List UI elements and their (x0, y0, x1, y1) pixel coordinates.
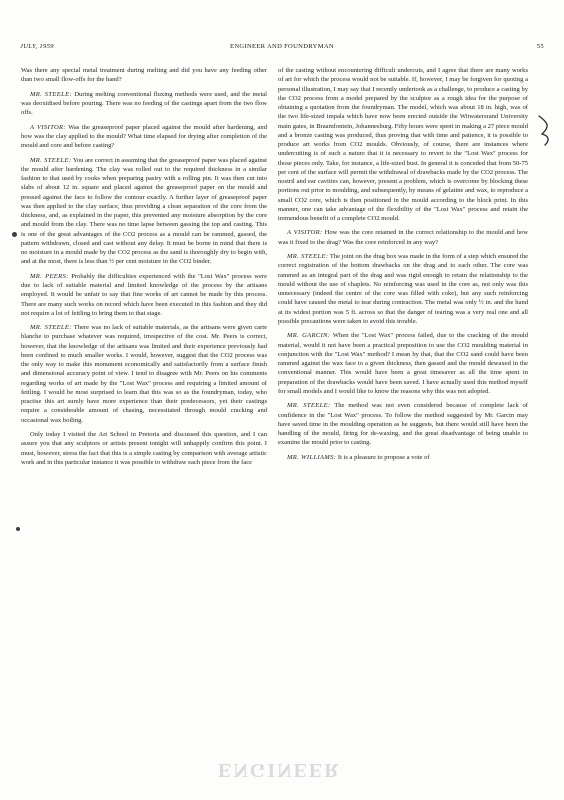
paragraph-text: Probably the difficulties experienced with the "Lost Wax" process were due to lack of suitable material and limited knowledge of the process by the artisans employed. It would be unfair to say that fine works of art cannot be made by this process. There are many such works on record which have been executed in this fashion and they did not require a lot of fettling to bring them to that stage. (21, 272, 267, 317)
speaker-name: MR. STEELE: (287, 402, 331, 410)
paragraph (278, 252, 528, 326)
paragraph (278, 228, 528, 247)
paragraph (21, 156, 267, 267)
paragraph-text: When the "Lost Wax" process failed, due to the cracking of the mould material, would it not have been a practical preposition to use the CO2 moulding material in conjunction with the "Lost Wax" method? I mean by that, that the CO2 sand could have been rammed against the wax face to a given thickness, then gassed and the mould dewaxed in the conventional manner. This would have been a great timesaver as all the time spent in preparation of the drawbacks would have been saved. I have actually used this method myself for small models and I would like to know the reasons why this was not adopted. (278, 332, 528, 395)
paragraph-text: Only today I visited the Art School in Pretoria and discussed this question, and I can assure you that any sculptors or artists present tonight will unhappily confirm this point. I must, however, stress the fact that this is a simple casting by comparison with average artistic work and in this particular instance it was possible to withdraw each piece from the face (21, 431, 267, 466)
paragraph-text: You are correct in assuming that the greaseproof paper was placed against the mould after hardening. The clay was rolled out to the required thickness in a similar fashion to that used by cooks when preparing pastry with a rolling pin. It was then cut into slabs of about 12 in. square and placed against the greaseproof paper on the mould and pressed against the face to follow the contour exactly. A further layer of greaseproof paper was then applied to the clay surface, thus providing a clean separation of the core from the thickness, and, as explained in the paper, this prevented any moisture absorption by the core and mould from the clay. There was no time lapse between gassing the top and casting. This is one of the great advantages of the CO2 process as a mould can be rammed, gassed, the pattern withdrawn, closed and cast without any delay. It must be borne in mind that there is no moisture in a mould made by the CO2 process as the sand is thoroughly dry to begin with, and at the most, there is less than ½ per cent moisture in the CO2 binder. (21, 156, 267, 266)
paragraph-text: Was the greaseproof paper placed against the mould after hardening, and how was the clay applied to the mould? What time elapsed for drying after completion of the mould and core and before casting? (21, 123, 267, 150)
right-column (278, 66, 528, 467)
paragraph-text: How was the core retained in the correct relationship to the mould and how was it fixed to the drag? Was the core reinforced in any way? (278, 229, 528, 246)
paragraph-text: The method was not even considered because of complete lack of confidence in the "Lost Wax" process. To follow the method suggested by Mr. Garcin may have saved time in the moulding operation as he suggests, but there would still have been the handling of the mould, firing for de-waxing, and the great disadvantage of being unable to examine the mould prior to casting. (278, 402, 528, 447)
paragraph (21, 323, 267, 425)
paragraph (21, 123, 267, 151)
paragraph-text: The joint on the drag box was made in the form of a step which ensured the correct registration of the bottom drawbacks on the drag and to each other. The core was rammed as an integral part of the drag and was rigid enough to retain the relationship to the mould without the use of chaplets. No reinforcing was used in the core as, not only was this unnecessary (indeed the centre of the core was filled with coke), but any such reinforcing could have caused the metal to tear during contraction. The metal was only ½ in. and the hand at its widest portion was 5 ft. across so that the danger of tearing was a very real one and all possible precautions were taken to avoid this trouble. (278, 253, 529, 325)
paragraph (21, 430, 267, 467)
speaker-name: MR. STEELE: (30, 324, 72, 332)
paragraph (278, 453, 528, 462)
speaker-name: MR. GARCIN: (287, 332, 331, 340)
paragraph (278, 401, 528, 447)
speaker-name: MR. STEELE: (287, 253, 329, 261)
paragraph-text: There was no lack of suitable materials, as the artisans were given carte blanche to purchase whatever was required, irrespective of the cost. Mr. Peers is correct, however, that the knowledge of the artisans was limited and their experience previously had been confined to much smaller works. I would, however, suggest that the CO2 process was the only way to make this monument economically and satisfactorily from a surface finish and dimensional accuracy point of view. I tend to disagree with Mr. Peers on his comments regarding works of art made by the "Lost Wax" process and requiring a limited amount of fettling. I would be most surprised to learn that this was so as the foundryman, today, who practise this art surely have more experience than their predecessors, yet their castings require a considerable amount of chasing, necessitated through mould cracking and occasional wax boiling. (21, 324, 267, 424)
speaker-name: A VISITOR: (287, 229, 323, 237)
paragraph (278, 331, 528, 396)
paragraph-text: During melting conventional fluxing methods were used, and the metal was deoxidised before pouring. There was no feeding of the castings apart from the two flow offs. (21, 90, 268, 117)
speaker-name: MR. STEELE: (30, 156, 72, 164)
speaker-name: A VISITOR: (30, 123, 66, 131)
issue-date: JULY, 1959 (20, 43, 54, 50)
pen-mark-icon (535, 112, 555, 148)
journal-title: ENGINEER AND FOUNDRYMAN (230, 43, 334, 50)
speaker-name: MR. STEELE: (30, 90, 72, 98)
running-header (20, 43, 544, 55)
speaker-name: MR. WILLIAMS: (287, 453, 337, 461)
ink-blot-mark (16, 527, 20, 531)
speaker-name: MR. PEERS: (30, 272, 69, 280)
ink-blot-mark (12, 232, 17, 237)
paragraph-text: of the casting without encountering difficult undercuts, and I agree that there are many works of art for which the process would not be suitable. If, however, I may be forgiven for quoting a personal illustration, I may say that I recently undertook as a challenge, to produce a casting by the CO2 process from a model prepared by the sculptor as a rough idea for the purpose of obtaining a quotation from the foundryman. The model, which was about 18 in. high, was of the two life-sized impala which have now been erected outside the Witwatersrand University main gates, in Braamfontein, Johannesburg. Fifty hours were spent in making a 27 piece mould and a bronze casting was produced, thus proving that with time and patience, it is possible to produce art works from CO2 moulds. Obviously, of course, there are instances where undercutting is of such a nature that it is necessary to revert to the "Lost Wax" process for those pieces only. Take, for instance, a life-sized bust. In general it is conceded that from 50-75 per cent of the surface will permit the withdrawal of drawbacks made by the CO2 process. The nostril and ear cavities can, however, present a problem, which is overcome by blocking these portions out prior to moulding, and subsequently, by means of gelatine and wax, to reproduce a small CO2 core, which is then positioned in the mould according to the block print. In this manner, one can take advantage of the flexibility of the "Lost Wax" process and retain the tremendous benefit of a complete CO2 mould. (278, 67, 528, 222)
paragraph (21, 90, 267, 118)
paragraph (278, 66, 528, 223)
paragraph (21, 66, 267, 85)
paragraph-text: It is a pleasure to propose a vote of (337, 453, 430, 461)
paragraph (21, 272, 267, 318)
left-column (21, 66, 267, 472)
page-number: 55 (536, 43, 544, 50)
show-through-text: ENGINEER (218, 759, 341, 781)
paragraph-text: Was there any special metal treatment during melting and did you have any feeding other than two small flow-offs for the hand? (21, 67, 267, 84)
